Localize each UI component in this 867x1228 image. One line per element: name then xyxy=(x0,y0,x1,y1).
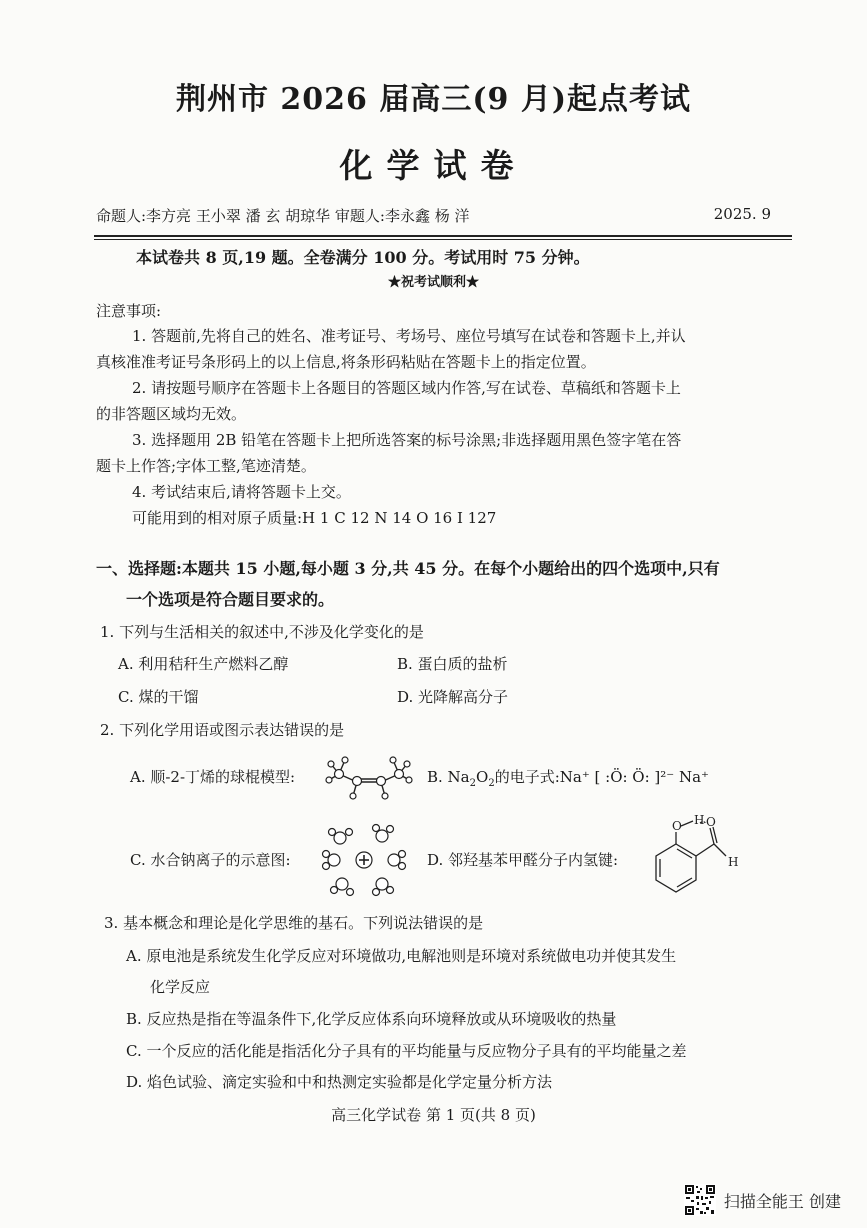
q2-option-c: C. 水合钠离子的示意图: xyxy=(130,851,291,869)
q1-option-c: C. 煤的干馏 xyxy=(118,688,199,706)
note-1-line-1: 1. 答题前,先将自己的姓名、准考证号、考场号、座位号填写在试卷和答题卡上,并认 xyxy=(132,327,686,345)
note-2-line-2: 的非答题区域均无效。 xyxy=(96,405,247,423)
atom-h-hydroxyl: H xyxy=(694,814,705,827)
cis-2-butene-ball-stick-model xyxy=(325,748,413,806)
q3-option-c: C. 一个反应的活化能是指活化分子具有的平均能量与反应物分子具有的平均能量之差 xyxy=(126,1042,687,1060)
atom-o-hydroxyl: O xyxy=(672,819,682,833)
q1-option-a: A. 利用秸秆生产燃料乙醇 xyxy=(118,655,289,673)
note-1-line-2: 真核准准考证号条形码上的以上信息,将条形码粘贴在答题卡上的指定位置。 xyxy=(96,353,596,371)
q2-b-o: O xyxy=(476,768,489,786)
q2-option-d: D. 邻羟基苯甲醛分子内氢键: xyxy=(427,851,619,869)
header-divider-thin xyxy=(94,239,792,240)
exam-date: 2025. 9 xyxy=(713,205,771,223)
q1-option-b: B. 蛋白质的盐析 xyxy=(397,655,508,673)
q3-option-a-line-1: A. 原电池是系统发生化学反应对环境做功,电解池则是环境对系统做电功并使其发生 xyxy=(126,947,677,965)
salicylaldehyde-hbond-structure xyxy=(646,814,756,900)
note-3-line-2: 题卡上作答;字体工整,笔迹清楚。 xyxy=(96,457,316,475)
exam-summary: 本试卷共 8 页,19 题。全卷满分 100 分。考试用时 75 分钟。 xyxy=(136,248,590,267)
q3-option-a-line-2: 化学反应 xyxy=(150,978,211,996)
q3-option-d: D. 焰色试验、滴定实验和中和热测定实验都是化学定量分析方法 xyxy=(126,1073,553,1091)
q2-b-sub2: 2 xyxy=(488,778,495,789)
q2-stem: 2. 下列化学用语或图示表达错误的是 xyxy=(100,721,345,739)
hydrated-sodium-ion-diagram xyxy=(318,822,410,898)
note-4: 4. 考试结束后,请将答题卡上交。 xyxy=(132,483,351,501)
q1-stem: 1. 下列与生活相关的叙述中,不涉及化学变化的是 xyxy=(100,623,424,641)
page-footer: 高三化学试卷 第 1 页(共 8 页) xyxy=(331,1106,536,1124)
scanner-label: 扫描全能王 创建 xyxy=(723,1191,841,1211)
q2-option-a: A. 顺-2-丁烯的球棍模型: xyxy=(130,768,296,786)
q2-option-b xyxy=(427,766,709,789)
atomic-masses: 可能用到的相对原子质量:H 1 C 12 N 14 O 16 I 127 xyxy=(132,509,497,527)
sodium-peroxide-electron-formula: Na⁺ [ :Ö: Ö: ]²⁻ Na⁺ xyxy=(559,768,709,786)
section-1-heading-cont: 一个选项是符合题目要求的。 xyxy=(126,590,335,609)
good-luck-banner: ★祝考试顺利★ xyxy=(387,275,479,290)
header-divider xyxy=(94,235,792,237)
qr-code-icon xyxy=(684,1184,716,1216)
q2-b-sub: 2 xyxy=(469,778,477,789)
authors-line: 命题人:李方亮 王小翠 潘 玄 胡琼华 审题人:李永鑫 杨 洋 xyxy=(96,207,470,225)
q3-stem: 3. 基本概念和理论是化学思维的基石。下列说法错误的是 xyxy=(104,914,484,932)
note-2-line-1: 2. 请按题号顺序在答题卡上各题目的答题区域内作答,写在试卷、草稿纸和答题卡上 xyxy=(132,379,681,397)
q2-b-suffix: 的电子式: xyxy=(494,768,560,786)
section-1-heading: 一、选择题:本题共 15 小题,每小题 3 分,共 45 分。在每个小题给出的四个选项中,只有 xyxy=(96,559,720,578)
atom-o-carbonyl: O xyxy=(706,815,716,829)
q1-option-d: D. 光降解高分子 xyxy=(397,688,509,706)
atom-h-aldehyde: H xyxy=(728,855,739,869)
scanner-watermark xyxy=(684,1184,841,1216)
q2-b-prefix: B. Na xyxy=(427,768,470,786)
exam-title: 荆州市 2026 届高三(9 月)起点考试 xyxy=(175,82,692,117)
q3-option-b: B. 反应热是指在等温条件下,化学反应体系向环境释放或从环境吸收的热量 xyxy=(126,1010,617,1028)
note-3-line-1: 3. 选择题用 2B 铅笔在答题卡上把所选答案的标号涂黑;非选择题用黑色签字笔在答 xyxy=(132,431,682,449)
subject-title: 化学试卷 xyxy=(339,146,528,185)
notes-heading: 注意事项: xyxy=(96,302,162,320)
